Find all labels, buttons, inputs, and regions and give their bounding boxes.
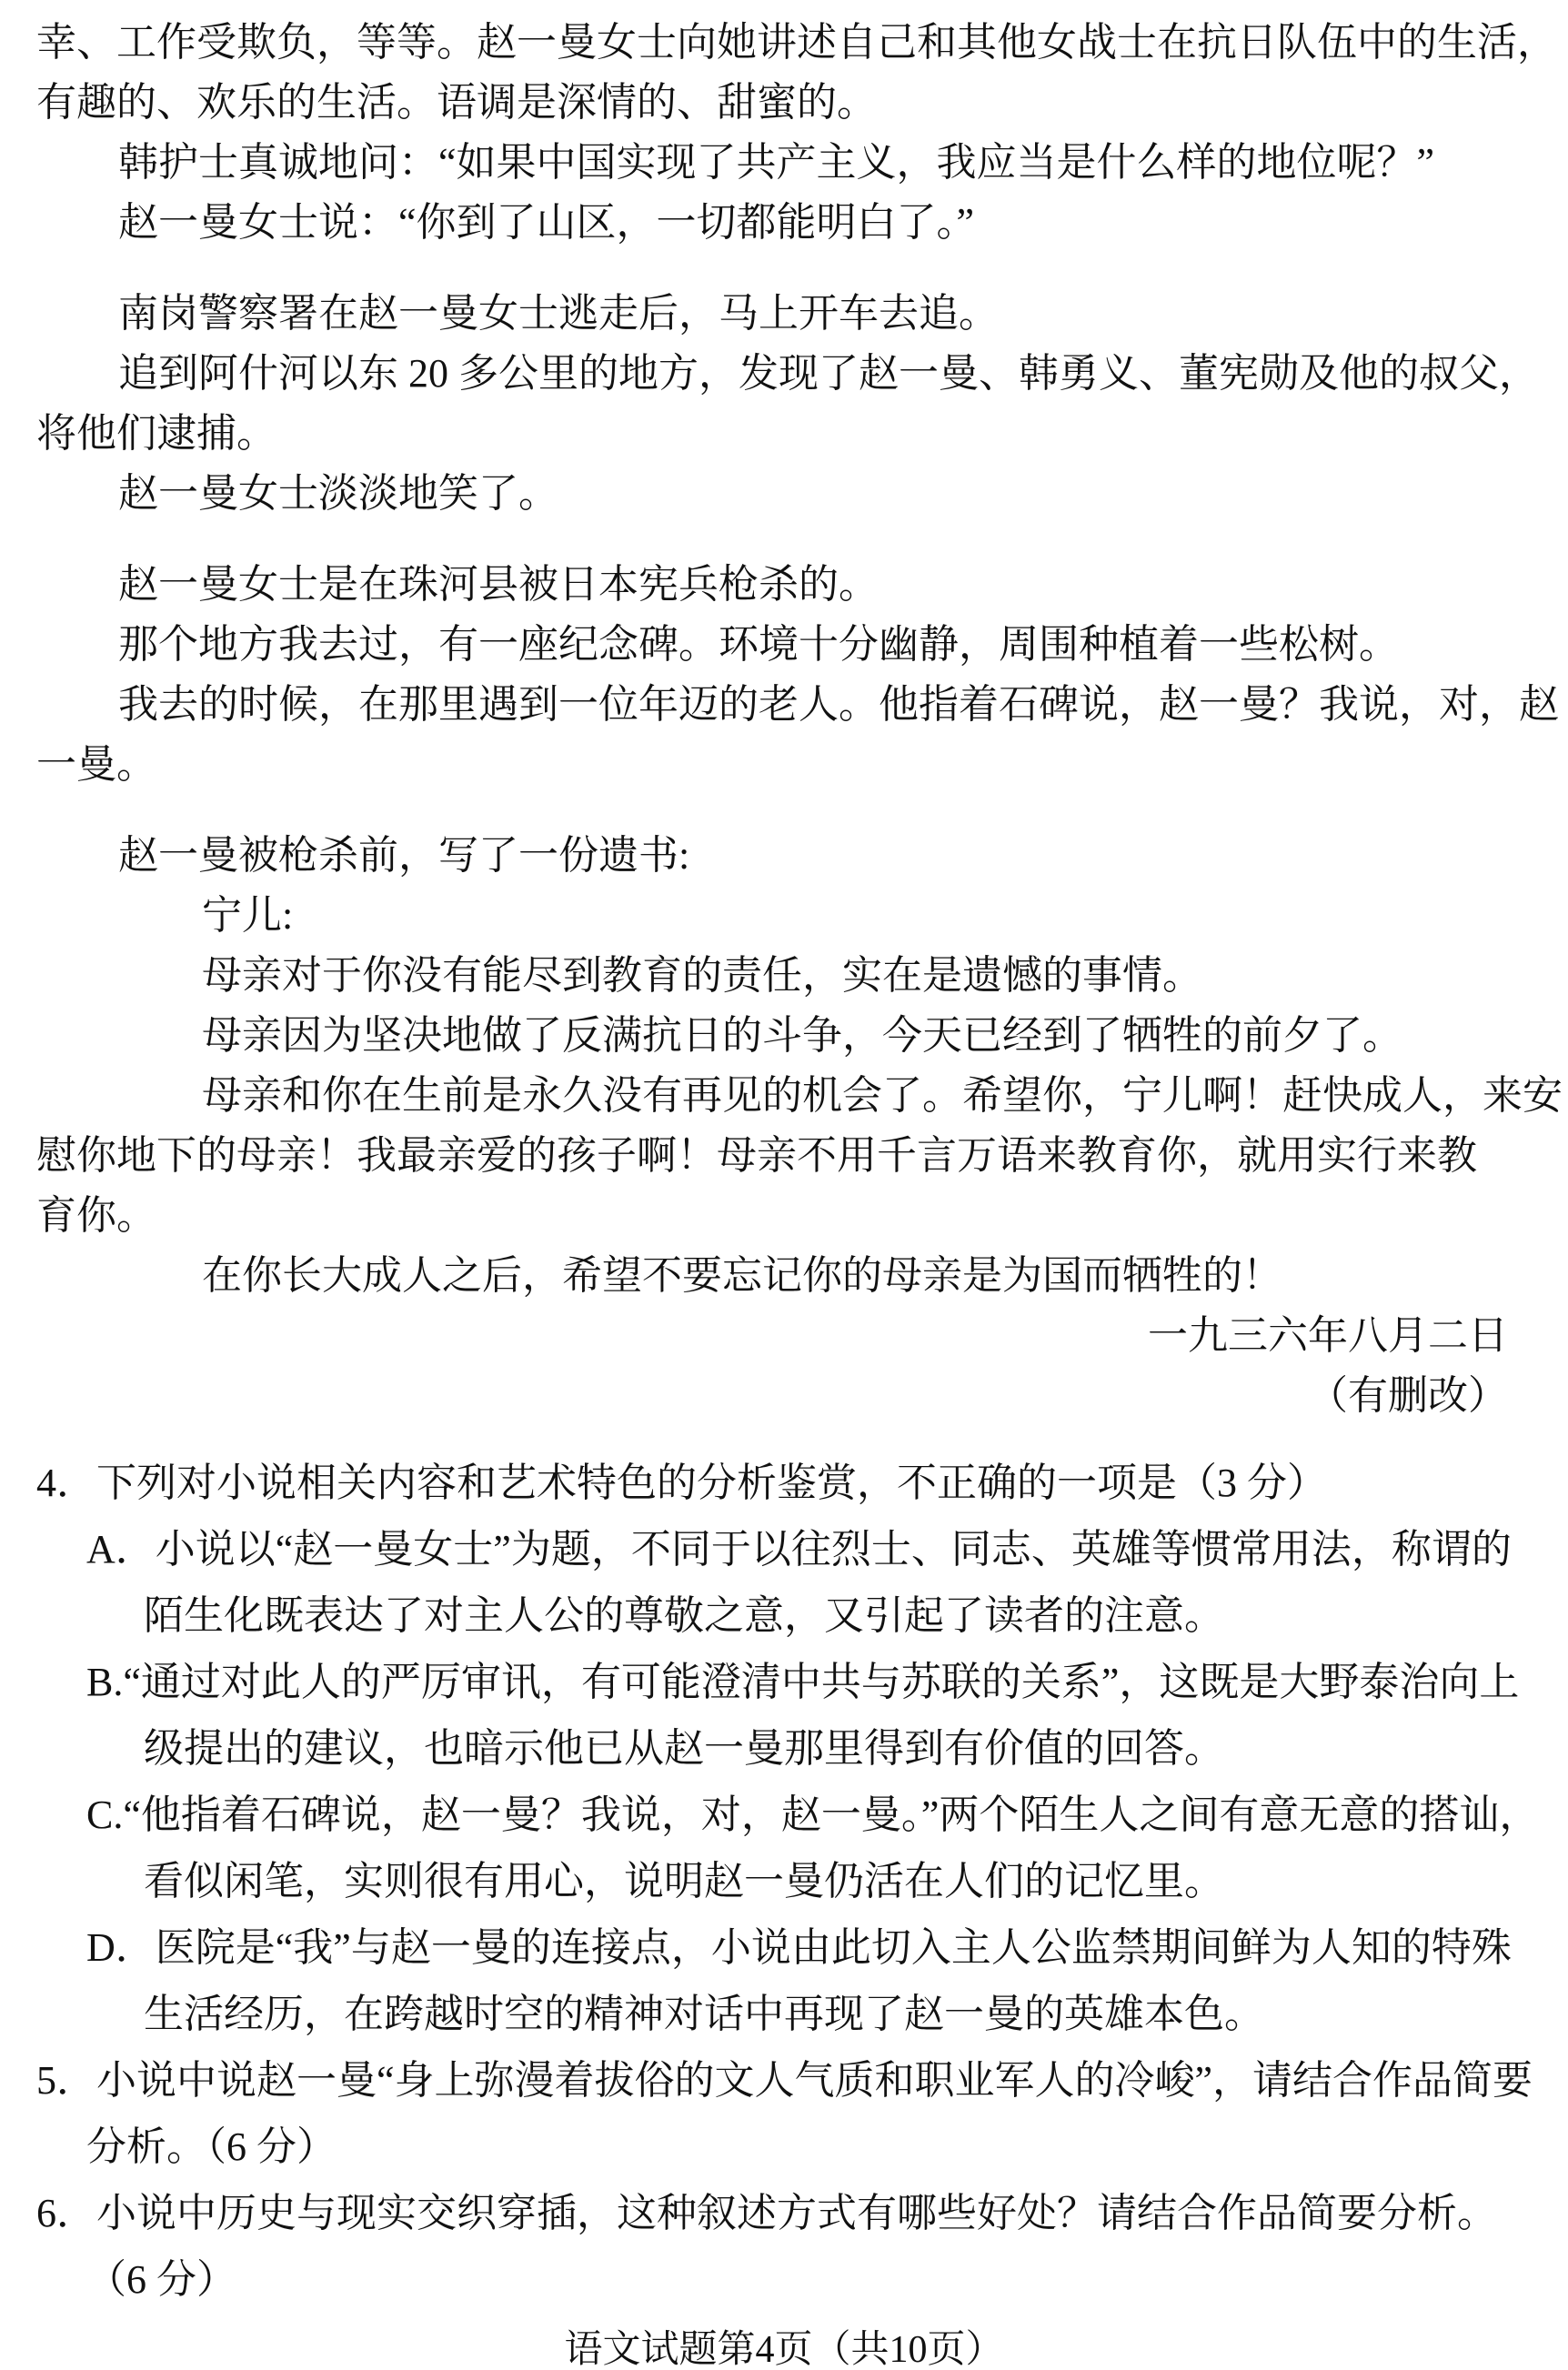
passage-line: 有趣的、欢乐的生活。语调是深情的、甜蜜的。 xyxy=(36,80,877,125)
passage-line: 一曼。 xyxy=(36,742,156,787)
passage-line: 赵一曼女士是在珠河县被日本宪兵枪杀的。 xyxy=(118,562,879,607)
question-4-option-c-line: 看似闲笔，实则很有用心，说明赵一曼仍活在人们的记忆里。 xyxy=(144,1859,1224,1903)
letter-line: 母亲对于你没有能尽到教育的责任，实在是遗憾的事情。 xyxy=(202,953,1202,998)
question-5-line: 分析。（6 分） xyxy=(86,2124,337,2169)
question-6-line: （6 分） xyxy=(86,2257,236,2302)
passage-line: 南岗警察署在赵一曼女士逃走后，马上开车去追。 xyxy=(118,291,999,336)
question-4-option-b-line: 级提出的建议，也暗示他已从赵一曼那里得到有价值的回答。 xyxy=(144,1726,1224,1771)
letter-line: 母亲因为坚决地做了反满抗日的斗争，今天已经到了牺牲的前夕了。 xyxy=(202,1013,1402,1058)
passage-line: 那个地方我去过，有一座纪念碑。环境十分幽静，周围种植着一些松树。 xyxy=(118,622,1399,667)
letter-line: 在你长大成人之后，希望不要忘记你的母亲是为国而牺牲的！ xyxy=(202,1253,1282,1298)
letter-line: 慰你地下的母亲！我最亲爱的孩子啊！母亲不用千言万语来教育你，就用实行来教 xyxy=(36,1133,1477,1178)
letter-intro: 赵一曼被枪杀前，写了一份遗书: xyxy=(118,833,690,878)
question-4-option-d-line: 生活经历，在跨越时空的精神对话中再现了赵一曼的英雄本色。 xyxy=(144,1992,1264,2036)
passage-line: 追到阿什河以东 20 多公里的地方，发现了赵一曼、韩勇义、董宪勋及他的叔父， xyxy=(118,351,1539,396)
question-4-option-a-line: A．小说以“赵一曼女士”为题，不同于以往烈士、同志、英雄等惯常用法，称谓的 xyxy=(86,1527,1512,1572)
question-6-line: 6．小说中历史与现实交织穿插，这种叙述方式有哪些好处？请结合作品简要分析。 xyxy=(36,2191,1497,2235)
question-4-option-c-line: C.“他指着石碑说，赵一曼？我说，对，赵一曼。”两个陌生人之间有意无意的搭讪， xyxy=(86,1793,1540,1837)
passage-line: 赵一曼女士说：“你到了山区，一切都能明白了。” xyxy=(118,200,975,245)
passage-line: 将他们逮捕。 xyxy=(36,411,276,456)
letter-date: 一九三六年八月二日 xyxy=(1148,1313,1508,1358)
passage-line: 赵一曼女士淡淡地笑了。 xyxy=(118,471,558,516)
question-5-line: 5．小说中说赵一曼“身上弥漫着拔俗的文人气质和职业军人的冷峻”，请结合作品简要 xyxy=(36,2058,1533,2103)
question-4-stem: 4．下列对小说相关内容和艺术特色的分析鉴赏，不正确的一项是（3 分） xyxy=(36,1461,1327,1505)
edit-note: （有删改） xyxy=(1308,1373,1508,1418)
passage-line: 幸、工作受欺负，等等。赵一曼女士向她讲述自己和其他女战士在抗日队伍中的生活， xyxy=(36,20,1557,65)
letter-line: 母亲和你在生前是永久没有再见的机会了。希望你，宁儿啊！赶快成人，来安 xyxy=(202,1073,1563,1118)
question-4-option-a-line: 陌生化既表达了对主人公的尊敬之意，又引起了读者的注意。 xyxy=(144,1593,1224,1638)
page-number-footer: 语文试题第4页（共10页） xyxy=(564,2329,1004,2370)
question-4-option-d-line: D．医院是“我”与赵一曼的连接点，小说由此切入主人公监禁期间鲜为人知的特殊 xyxy=(86,1925,1512,1970)
passage-line: 韩护士真诚地问：“如果中国实现了共产主义，我应当是什么样的地位呢？” xyxy=(118,140,1435,185)
question-4-option-b-line: B.“通过对此人的严厉审讯，有可能澄清中共与苏联的关系”，这既是大野泰治向上 xyxy=(86,1660,1520,1704)
passage-line: 我去的时候，在那里遇到一位年迈的老人。他指着石碑说，赵一曼？我说，对，赵 xyxy=(118,682,1559,727)
letter-line: 育你。 xyxy=(36,1193,156,1238)
letter-salutation: 宁儿: xyxy=(202,893,294,938)
